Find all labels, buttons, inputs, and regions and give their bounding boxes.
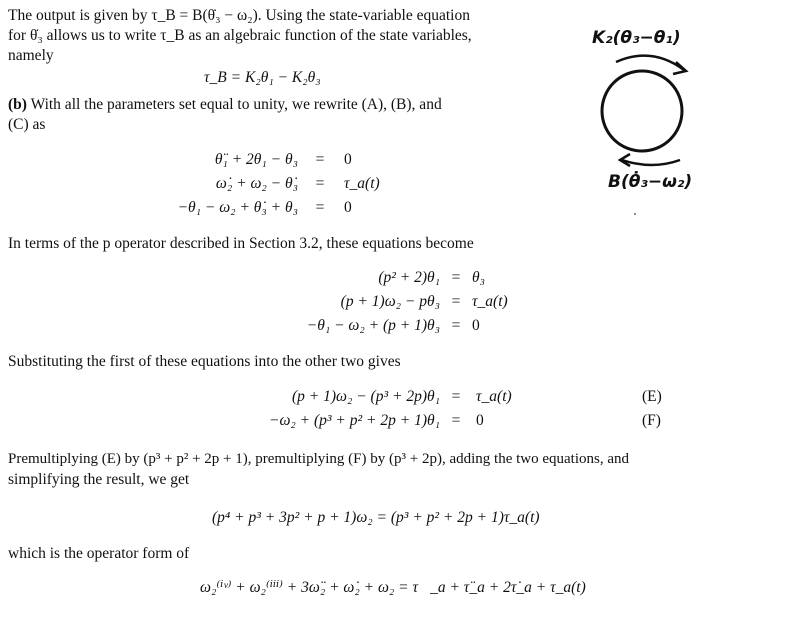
sys1-lhs-2: ω̇₂ + ω₂ − θ̇₃ (215, 175, 298, 192)
part-b-line-2: (C) as (8, 116, 46, 133)
sys2-rhs-3: 0 (472, 317, 480, 334)
sys3-op-2: = (451, 412, 461, 429)
sys1-op-1: = (315, 151, 325, 168)
operator-equation: (p⁴ + p³ + 3p² + p + 1)ω₂ = (p³ + p² + 2p + 1)τ_a(t) (212, 509, 540, 526)
figure-label-damper-torque: B(θ̇₃−ω₂) (608, 172, 693, 192)
final-differential-equation: ω₂⁽ⁱᵛ⁾ + ω₂⁽ⁱⁱⁱ⁾ + 3ω̈₂ + ω̇₂ + ω₂ = τ⃛_a + τ̈_a + 2τ̇_a + τ_a(t) (200, 579, 586, 596)
premult-line-1: Premultiplying (E) by (p³ + p² + 2p + 1), premultiplying (F) by (p³ + 2p), adding the two equations, and (8, 451, 629, 467)
sys2-op-3: = (451, 317, 461, 334)
part-b-line-1 (8, 97, 442, 113)
sys1-lhs-3: −θ₁ − ω₂ + θ̇₃ + θ₃ (177, 199, 298, 216)
sys1-rhs-2: τ_a(t) (344, 175, 380, 192)
sys2-lhs-2: (p + 1)ω₂ − pθ₃ (340, 293, 440, 310)
rotating-disk-figure (580, 48, 710, 178)
sys2-op-1: = (451, 269, 461, 286)
sys1-op-3: = (315, 199, 325, 216)
sys3-rhs-2: 0 (476, 412, 484, 429)
sys1-lhs-1: θ̈₁ + 2θ₁ − θ₃ (214, 151, 298, 168)
disk-circle (602, 71, 682, 151)
sys3-rhs-1: τ_a(t) (476, 388, 512, 405)
part-b-text-1: With all the parameters set equal to unity, we rewrite (A), (B), and (30, 96, 442, 113)
intro-line-3: namely (8, 47, 54, 64)
equation-tag-e: (E) (642, 388, 662, 405)
sys3-lhs-1: (p + 1)ω₂ − (p³ + 2p)θ₁ (291, 388, 440, 405)
sys1-rhs-1: 0 (344, 151, 352, 168)
sys3-lhs-2: −ω₂ + (p³ + p² + 2p + 1)θ₁ (269, 412, 440, 429)
which-text: which is the operator form of (8, 545, 190, 562)
sys3-op-1: = (451, 388, 461, 405)
p-operator-text: In terms of the p operator described in Section 3.2, these equations become (8, 235, 474, 252)
top-arrow-arc (616, 56, 684, 70)
sys2-lhs-1: (p² + 2)θ₁ (378, 269, 440, 286)
equation-tag-f: (F) (642, 412, 661, 429)
sys1-op-2: = (315, 175, 325, 192)
sys2-op-2: = (451, 293, 461, 310)
figure-label-spring-torque: K₂(θ₃−θ₁) (592, 28, 681, 48)
intro-line-2: for θ̇₃ allows us to write τ_B as an algebraic function of the state variables, (8, 27, 472, 44)
stray-dot (634, 213, 636, 215)
tau-b-equation: τ_B = K₂θ₁ − K₂θ₃ (204, 69, 321, 86)
substitution-text: Substituting the first of these equations into the other two gives (8, 353, 401, 370)
intro-line-1: The output is given by τ_B = B(θ̇₃ − ω₂). Using the state-variable equation (8, 7, 470, 24)
bottom-arrow-arc (622, 160, 680, 165)
sys2-lhs-3: −θ₁ − ω₂ + (p + 1)θ₃ (306, 317, 440, 334)
sys2-rhs-2: τ_a(t) (472, 293, 508, 310)
sys1-rhs-3: 0 (344, 199, 352, 216)
premult-line-2: simplifying the result, we get (8, 471, 190, 488)
part-b-label: (b) (8, 96, 27, 113)
sys2-rhs-1: θ₃ (472, 269, 486, 286)
